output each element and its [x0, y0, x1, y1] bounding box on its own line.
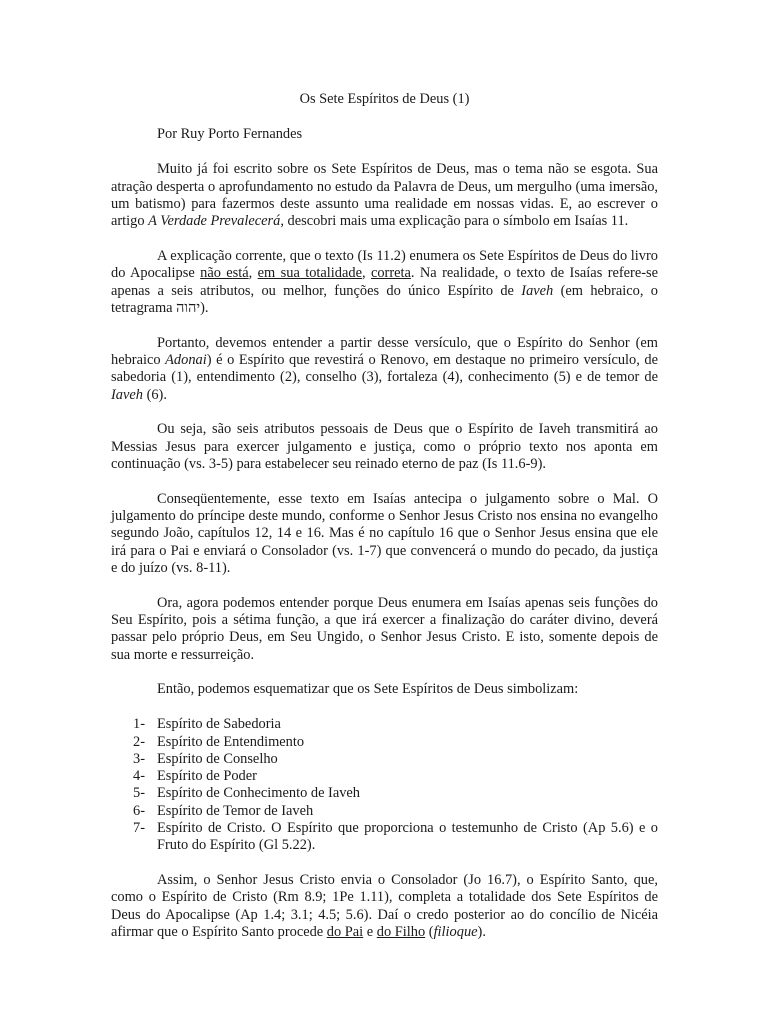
- document-title: Os Sete Espíritos de Deus (1): [299, 91, 470, 107]
- paragraph-8: [111, 872, 658, 941]
- p2-text-i: (em hebraico, o tetragrama יהוה).: [111, 282, 658, 316]
- p2-text-a: A explicação corrente, que o texto (Is 11.2) enumera os Sete Espíritos de Deus do livro do Apocalipse: [111, 247, 658, 282]
- p1-article-title: A Verdade Prevalecerá: [148, 213, 281, 230]
- list-item-text: Espírito de Entendimento: [157, 733, 305, 750]
- list-item-text: Espírito de Conhecimento de Iaveh: [157, 785, 361, 802]
- document-author: Por Ruy Porto Fernandes: [157, 126, 303, 142]
- list-item-number: 6-: [133, 802, 145, 819]
- paragraph-6: Ora, agora podemos entender porque Deus enumera em Isaías apenas seis funções do Seu Espírito, pois a sétima função, a que irá exercer a finalização do caráter divino, deverá passar pelo próprio Deus, em Seu Ungido, o Senhor Jesus Cristo. E isto, somente depois de sua morte e ressurreição.: [111, 594, 658, 663]
- list-item: [111, 803, 658, 820]
- p3-text-e: (6).: [142, 386, 167, 403]
- p2-text-e: ,: [361, 265, 371, 282]
- p3-italic-iaveh: Iaveh: [111, 386, 143, 403]
- list-item: [111, 768, 658, 785]
- list-item: [111, 820, 658, 855]
- list-item: [111, 785, 658, 802]
- p3-text-c: ) é o Espírito que revestirá o Renovo, em destaque no primeiro versículo, de sabedoria (1), entendimento (2), conselho (3), fortaleza (4), conhecimento (5) e de temor de: [111, 351, 659, 386]
- p8-text-g: ).: [477, 923, 486, 940]
- p2-underline-correta: correta: [370, 265, 411, 282]
- p3-italic-adonai: Adonai: [165, 351, 207, 368]
- paragraph-5: Conseqüentemente, esse texto em Isaías antecipa o julgamento sobre o Mal. O julgamento do príncipe deste mundo, conforme o Senhor Jesus Cristo nos ensina no evangelho segundo João, capítulos 12, 14 e 16. Mas é no capítulo 16 que o Senhor Jesus ensina que ele irá para o Pai e enviará o Consolador (vs. 1-7) que convencerá o mundo do pecado, da justiça e do juízo (vs. 8-11).: [111, 490, 658, 576]
- p3-text-a: Portanto, devemos entender a partir desse versículo, que o Espírito do Senhor (em hebraico: [111, 334, 658, 368]
- list-item-number: 5-: [133, 785, 145, 802]
- list-item-text: Espírito de Sabedoria: [157, 716, 281, 733]
- p2-italic-iaveh: Iaveh: [521, 282, 554, 299]
- p8-text-e: (: [425, 923, 434, 940]
- list-item-number: 3-: [133, 750, 145, 767]
- list-item-text: Espírito de Poder: [157, 768, 257, 785]
- p2-underline-nao-esta: não está: [200, 265, 249, 282]
- p8-underline-do-filho: do Filho: [376, 923, 426, 940]
- list-item-number: 2-: [133, 733, 145, 750]
- paragraph-4: Ou seja, são seis atributos pessoais de Deus que o Espírito de Iaveh transmitirá ao Messias Jesus para exercer julgamento e justiça, como o próprio texto nos aponta em continuação (vs. 3-5) para estabelecer seu reinado eterno de paz (Is 11.6-9).: [111, 421, 658, 472]
- p8-text-c: e: [363, 923, 377, 940]
- list-item-text: Espírito de Temor de Iaveh: [157, 802, 314, 819]
- list-item-text: Espírito de Cristo. O Espírito que proporciona o testemunho de Cristo (Ap 5.6) e o Fruto do Espírito (Gl 5.22).: [157, 820, 658, 854]
- list-item-number: 4-: [133, 768, 145, 785]
- document-body: [111, 91, 658, 941]
- paragraph-2: [111, 248, 658, 317]
- p1-text-a: Muito já foi escrito sobre os Sete Espíritos de Deus, mas o tema não se esgota. Sua atração desperta o aprofundamento no estudo da Palavra de Deus, um mergulho (uma imersão, um batismo) para fazermos deste assunto uma realidade em nossas vidas. E, ao escrever o artigo: [111, 161, 658, 230]
- list-item-number: 7-: [133, 820, 145, 836]
- paragraph-3: [111, 335, 658, 404]
- p8-text-a: Assim, o Senhor Jesus Cristo envia o Consolador (Jo 16.7), o Espírito Santo, que, como o Espírito de Cristo (Rm 8.9; 1Pe 1.11), completa a totalidade dos Sete Espíritos de Deus do Apocalipse (Ap 1.4; 3.1; 4.5; 5.6). Daí o credo posterior ao do concílio de Nicéia afirmar que o Espírito Santo procede: [111, 872, 658, 940]
- list-item: [111, 751, 658, 768]
- p2-text-g: . Na realidade, o texto de Isaías refere-se apenas a seis atributos, ou melhor, funções do único Espírito de: [111, 265, 659, 299]
- spirits-list: [111, 716, 658, 854]
- list-item-number: 1-: [133, 716, 145, 733]
- p8-underline-do-pai: do Pai: [326, 923, 364, 940]
- p8-italic-filioque: filioque: [433, 923, 478, 940]
- paragraph-1: [111, 161, 658, 230]
- list-item-text: Espírito de Conselho: [157, 750, 278, 767]
- p2-text-c: ,: [248, 265, 258, 282]
- list-item: [111, 734, 658, 751]
- list-item: [111, 716, 658, 733]
- paragraph-7: Então, podemos esquematizar que os Sete Espíritos de Deus simbolizam:: [157, 681, 579, 698]
- p1-text-c: , descobri mais uma explicação para o símbolo em Isaías 11.: [280, 213, 629, 230]
- p2-underline-totalidade: em sua totalidade: [257, 265, 362, 282]
